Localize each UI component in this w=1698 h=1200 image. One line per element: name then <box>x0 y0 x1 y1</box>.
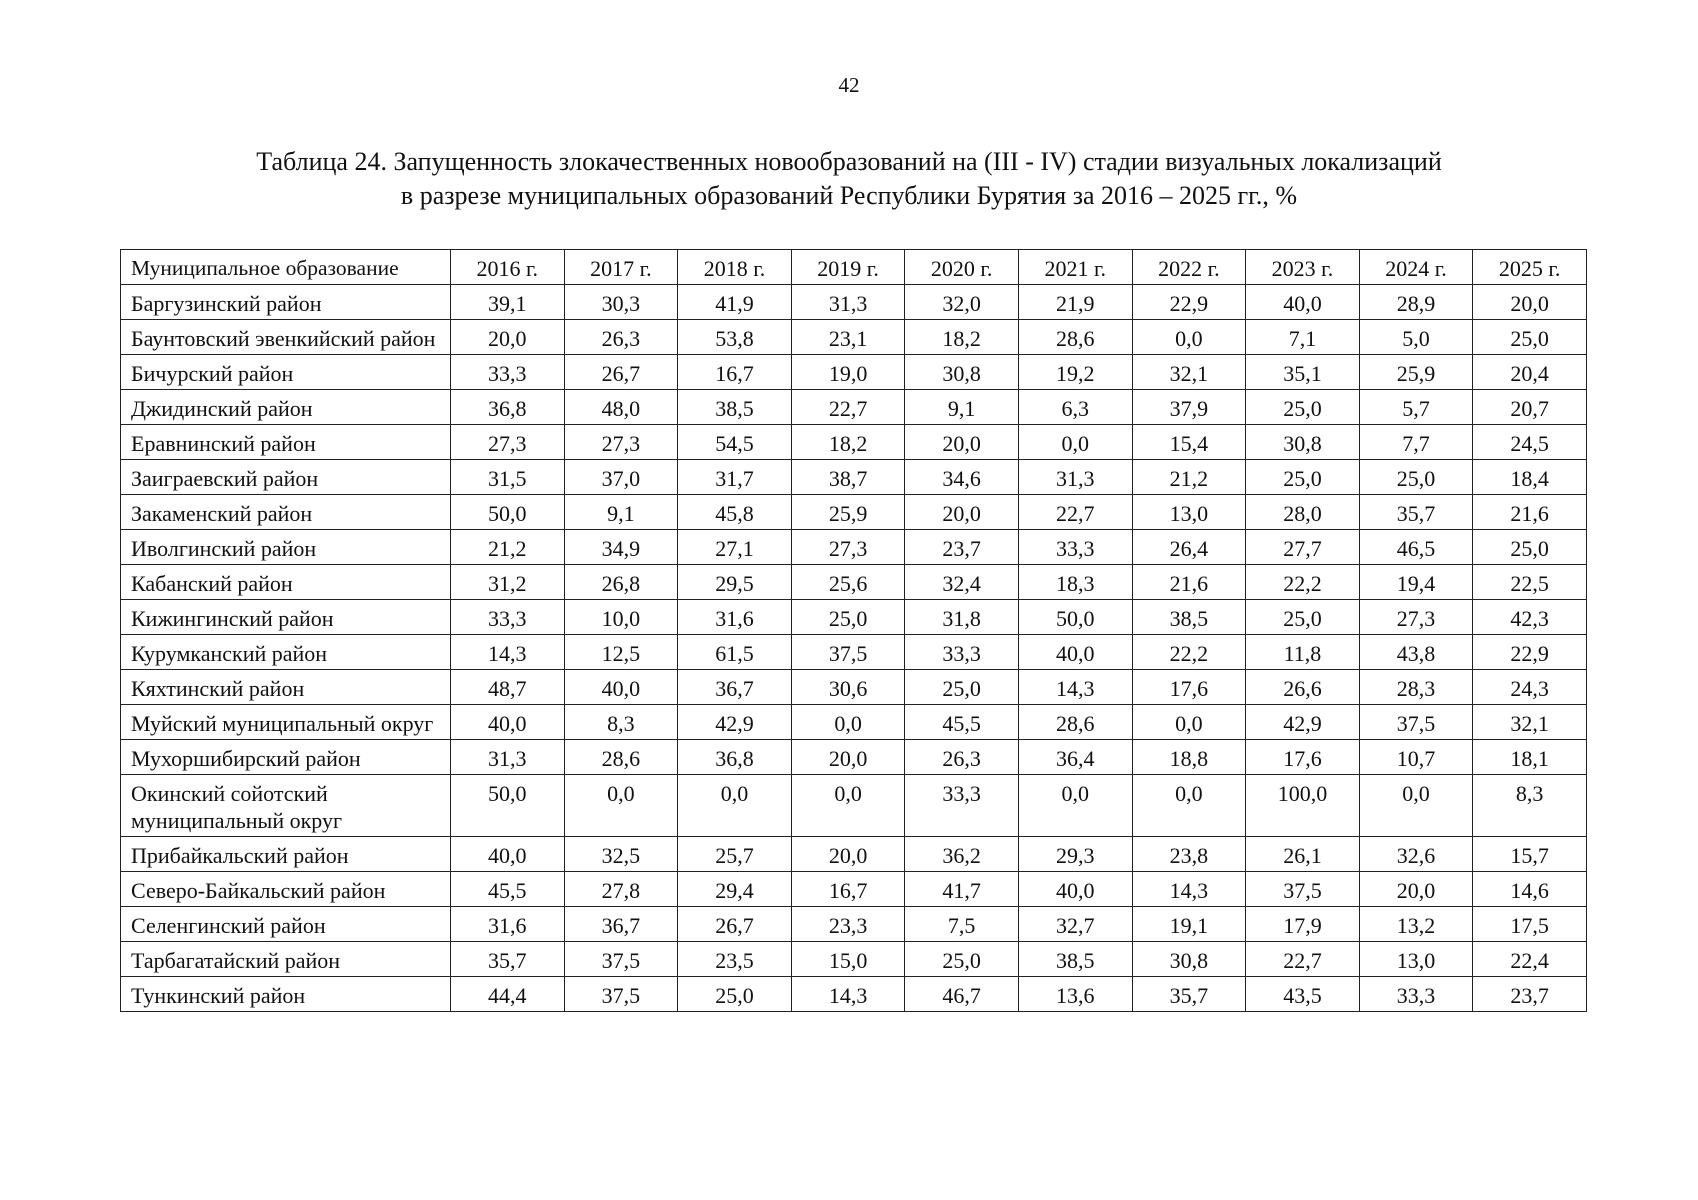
value-cell: 36,2 <box>905 837 1019 872</box>
value-cell: 31,8 <box>905 600 1019 635</box>
value-cell: 31,2 <box>451 565 565 600</box>
municipality-name-cell: Окинский сойотский муниципальный округ <box>121 775 451 837</box>
value-cell: 36,7 <box>678 670 792 705</box>
value-cell: 18,8 <box>1132 740 1246 775</box>
value-cell: 25,0 <box>1246 390 1360 425</box>
value-cell: 18,3 <box>1018 565 1132 600</box>
column-header-2017: 2017 г. <box>564 250 678 285</box>
value-cell: 18,2 <box>791 425 905 460</box>
value-cell: 43,5 <box>1246 977 1360 1012</box>
table-row <box>121 837 1587 872</box>
column-header-2022: 2022 г. <box>1132 250 1246 285</box>
column-header-2016: 2016 г. <box>451 250 565 285</box>
value-cell: 23,5 <box>678 942 792 977</box>
value-cell: 16,7 <box>791 872 905 907</box>
value-cell: 35,7 <box>1132 977 1246 1012</box>
value-cell: 18,4 <box>1473 460 1587 495</box>
value-cell: 36,7 <box>564 907 678 942</box>
value-cell: 37,5 <box>791 635 905 670</box>
value-cell: 22,7 <box>1018 495 1132 530</box>
table-row <box>121 740 1587 775</box>
value-cell: 45,5 <box>451 872 565 907</box>
table-row <box>121 320 1587 355</box>
value-cell: 15,7 <box>1473 837 1587 872</box>
value-cell: 31,7 <box>678 460 792 495</box>
value-cell: 26,1 <box>1246 837 1360 872</box>
value-cell: 25,0 <box>905 942 1019 977</box>
table-row <box>121 495 1587 530</box>
value-cell: 5,7 <box>1359 390 1473 425</box>
value-cell: 30,3 <box>564 285 678 320</box>
value-cell: 46,7 <box>905 977 1019 1012</box>
value-cell: 25,0 <box>1359 460 1473 495</box>
value-cell: 17,6 <box>1132 670 1246 705</box>
column-header-2020: 2020 г. <box>905 250 1019 285</box>
value-cell: 33,3 <box>905 775 1019 837</box>
value-cell: 44,4 <box>451 977 565 1012</box>
value-cell: 19,2 <box>1018 355 1132 390</box>
value-cell: 20,0 <box>1359 872 1473 907</box>
value-cell: 14,6 <box>1473 872 1587 907</box>
value-cell: 32,0 <box>905 285 1019 320</box>
value-cell: 0,0 <box>1132 320 1246 355</box>
value-cell: 27,3 <box>451 425 565 460</box>
value-cell: 12,5 <box>564 635 678 670</box>
municipality-name-cell: Иволгинский район <box>121 530 451 565</box>
municipality-name-cell: Закаменский район <box>121 495 451 530</box>
value-cell: 23,7 <box>905 530 1019 565</box>
value-cell: 32,7 <box>1018 907 1132 942</box>
value-cell: 33,3 <box>905 635 1019 670</box>
value-cell: 37,5 <box>1246 872 1360 907</box>
value-cell: 26,7 <box>564 355 678 390</box>
table-row <box>121 907 1587 942</box>
value-cell: 31,6 <box>451 907 565 942</box>
value-cell: 50,0 <box>1018 600 1132 635</box>
value-cell: 7,1 <box>1246 320 1360 355</box>
column-header-2023: 2023 г. <box>1246 250 1360 285</box>
value-cell: 34,9 <box>564 530 678 565</box>
table-row <box>121 565 1587 600</box>
table-row <box>121 670 1587 705</box>
value-cell: 29,4 <box>678 872 792 907</box>
value-cell: 10,7 <box>1359 740 1473 775</box>
value-cell: 37,5 <box>564 942 678 977</box>
value-cell: 36,8 <box>678 740 792 775</box>
value-cell: 27,8 <box>564 872 678 907</box>
value-cell: 22,9 <box>1132 285 1246 320</box>
value-cell: 20,0 <box>905 495 1019 530</box>
value-cell: 22,7 <box>791 390 905 425</box>
value-cell: 18,1 <box>1473 740 1587 775</box>
value-cell: 41,9 <box>678 285 792 320</box>
value-cell: 25,0 <box>791 600 905 635</box>
value-cell: 27,7 <box>1246 530 1360 565</box>
value-cell: 40,0 <box>564 670 678 705</box>
value-cell: 14,3 <box>1018 670 1132 705</box>
value-cell: 15,4 <box>1132 425 1246 460</box>
value-cell: 19,4 <box>1359 565 1473 600</box>
value-cell: 20,0 <box>791 837 905 872</box>
value-cell: 9,1 <box>905 390 1019 425</box>
municipality-name-cell: Мухоршибирский район <box>121 740 451 775</box>
municipality-name-cell: Заиграевский район <box>121 460 451 495</box>
value-cell: 22,4 <box>1473 942 1587 977</box>
value-cell: 30,8 <box>905 355 1019 390</box>
value-cell: 8,3 <box>1473 775 1587 837</box>
value-cell: 6,3 <box>1018 390 1132 425</box>
value-cell: 31,3 <box>1018 460 1132 495</box>
table-row <box>121 285 1587 320</box>
value-cell: 18,2 <box>905 320 1019 355</box>
municipality-name-cell: Прибайкальский район <box>121 837 451 872</box>
value-cell: 0,0 <box>1018 425 1132 460</box>
value-cell: 38,5 <box>678 390 792 425</box>
value-cell: 32,1 <box>1473 705 1587 740</box>
value-cell: 21,2 <box>1132 460 1246 495</box>
value-cell: 28,6 <box>564 740 678 775</box>
value-cell: 25,0 <box>1473 530 1587 565</box>
value-cell: 38,7 <box>791 460 905 495</box>
value-cell: 28,0 <box>1246 495 1360 530</box>
column-header-2024: 2024 г. <box>1359 250 1473 285</box>
value-cell: 33,3 <box>451 355 565 390</box>
municipality-name-cell: Баргузинский район <box>121 285 451 320</box>
municipality-name-cell: Селенгинский район <box>121 907 451 942</box>
column-header-2021: 2021 г. <box>1018 250 1132 285</box>
value-cell: 37,9 <box>1132 390 1246 425</box>
value-cell: 20,0 <box>791 740 905 775</box>
value-cell: 0,0 <box>791 705 905 740</box>
value-cell: 13,6 <box>1018 977 1132 1012</box>
value-cell: 27,1 <box>678 530 792 565</box>
table-body <box>121 285 1587 1012</box>
table-row <box>121 530 1587 565</box>
municipality-name-cell: Кабанский район <box>121 565 451 600</box>
value-cell: 35,7 <box>1359 495 1473 530</box>
municipality-name-cell: Муйский муниципальный округ <box>121 705 451 740</box>
value-cell: 32,1 <box>1132 355 1246 390</box>
value-cell: 42,3 <box>1473 600 1587 635</box>
value-cell: 25,7 <box>678 837 792 872</box>
table-row <box>121 872 1587 907</box>
value-cell: 36,8 <box>451 390 565 425</box>
value-cell: 23,1 <box>791 320 905 355</box>
value-cell: 50,0 <box>451 495 565 530</box>
value-cell: 53,8 <box>678 320 792 355</box>
value-cell: 22,2 <box>1132 635 1246 670</box>
value-cell: 39,1 <box>451 285 565 320</box>
value-cell: 0,0 <box>564 775 678 837</box>
value-cell: 23,3 <box>791 907 905 942</box>
value-cell: 25,9 <box>791 495 905 530</box>
value-cell: 30,8 <box>1132 942 1246 977</box>
table-row <box>121 705 1587 740</box>
value-cell: 29,3 <box>1018 837 1132 872</box>
value-cell: 10,0 <box>564 600 678 635</box>
column-header-2025: 2025 г. <box>1473 250 1587 285</box>
municipality-name-cell: Курумканский район <box>121 635 451 670</box>
value-cell: 35,1 <box>1246 355 1360 390</box>
table-row <box>121 775 1587 837</box>
data-table <box>120 249 1587 1012</box>
value-cell: 38,5 <box>1132 600 1246 635</box>
column-header-2018: 2018 г. <box>678 250 792 285</box>
municipality-name-cell: Бичурский район <box>121 355 451 390</box>
value-cell: 24,3 <box>1473 670 1587 705</box>
value-cell: 21,6 <box>1473 495 1587 530</box>
value-cell: 16,7 <box>678 355 792 390</box>
value-cell: 27,3 <box>1359 600 1473 635</box>
value-cell: 28,6 <box>1018 705 1132 740</box>
value-cell: 21,9 <box>1018 285 1132 320</box>
value-cell: 42,9 <box>1246 705 1360 740</box>
value-cell: 0,0 <box>791 775 905 837</box>
table-title <box>0 145 1698 213</box>
value-cell: 31,5 <box>451 460 565 495</box>
value-cell: 28,3 <box>1359 670 1473 705</box>
table-row <box>121 460 1587 495</box>
value-cell: 35,7 <box>451 942 565 977</box>
value-cell: 0,0 <box>1359 775 1473 837</box>
table-row <box>121 425 1587 460</box>
value-cell: 13,0 <box>1132 495 1246 530</box>
value-cell: 7,5 <box>905 907 1019 942</box>
value-cell: 25,0 <box>678 977 792 1012</box>
value-cell: 0,0 <box>678 775 792 837</box>
value-cell: 20,7 <box>1473 390 1587 425</box>
value-cell: 9,1 <box>564 495 678 530</box>
table-row <box>121 600 1587 635</box>
value-cell: 26,8 <box>564 565 678 600</box>
value-cell: 22,5 <box>1473 565 1587 600</box>
value-cell: 11,8 <box>1246 635 1360 670</box>
value-cell: 31,6 <box>678 600 792 635</box>
value-cell: 37,5 <box>564 977 678 1012</box>
value-cell: 45,8 <box>678 495 792 530</box>
value-cell: 17,6 <box>1246 740 1360 775</box>
value-cell: 27,3 <box>564 425 678 460</box>
value-cell: 40,0 <box>1246 285 1360 320</box>
value-cell: 0,0 <box>1132 705 1246 740</box>
value-cell: 50,0 <box>451 775 565 837</box>
municipality-name-cell: Джидинский район <box>121 390 451 425</box>
value-cell: 25,0 <box>1473 320 1587 355</box>
value-cell: 14,3 <box>791 977 905 1012</box>
value-cell: 19,1 <box>1132 907 1246 942</box>
table-row <box>121 977 1587 1012</box>
value-cell: 20,0 <box>451 320 565 355</box>
value-cell: 22,9 <box>1473 635 1587 670</box>
value-cell: 13,2 <box>1359 907 1473 942</box>
value-cell: 28,6 <box>1018 320 1132 355</box>
value-cell: 33,3 <box>1359 977 1473 1012</box>
value-cell: 40,0 <box>451 837 565 872</box>
value-cell: 25,9 <box>1359 355 1473 390</box>
value-cell: 40,0 <box>1018 872 1132 907</box>
municipality-name-cell: Еравнинский район <box>121 425 451 460</box>
value-cell: 0,0 <box>1132 775 1246 837</box>
column-header-municipality: Муниципальное образование <box>121 250 451 285</box>
value-cell: 25,6 <box>791 565 905 600</box>
value-cell: 14,3 <box>1132 872 1246 907</box>
value-cell: 27,3 <box>791 530 905 565</box>
value-cell: 33,3 <box>1018 530 1132 565</box>
value-cell: 61,5 <box>678 635 792 670</box>
municipality-name-cell: Кижингинский район <box>121 600 451 635</box>
value-cell: 22,2 <box>1246 565 1360 600</box>
value-cell: 48,0 <box>564 390 678 425</box>
value-cell: 46,5 <box>1359 530 1473 565</box>
value-cell: 30,6 <box>791 670 905 705</box>
table-row <box>121 635 1587 670</box>
table-title-line-1: Таблица 24. Запущенность злокачественных новообразований на (III - IV) стадии визуальных локализаций <box>256 147 1442 176</box>
value-cell: 42,9 <box>678 705 792 740</box>
value-cell: 33,3 <box>451 600 565 635</box>
value-cell: 20,0 <box>1473 285 1587 320</box>
value-cell: 5,0 <box>1359 320 1473 355</box>
value-cell: 20,4 <box>1473 355 1587 390</box>
municipality-name-cell: Северо-Байкальский район <box>121 872 451 907</box>
value-cell: 26,3 <box>905 740 1019 775</box>
value-cell: 23,8 <box>1132 837 1246 872</box>
value-cell: 26,3 <box>564 320 678 355</box>
value-cell: 13,0 <box>1359 942 1473 977</box>
value-cell: 14,3 <box>451 635 565 670</box>
table-row <box>121 390 1587 425</box>
table-row <box>121 942 1587 977</box>
value-cell: 17,9 <box>1246 907 1360 942</box>
value-cell: 36,4 <box>1018 740 1132 775</box>
value-cell: 25,0 <box>1246 600 1360 635</box>
value-cell: 17,5 <box>1473 907 1587 942</box>
value-cell: 40,0 <box>1018 635 1132 670</box>
value-cell: 26,6 <box>1246 670 1360 705</box>
value-cell: 32,6 <box>1359 837 1473 872</box>
value-cell: 29,5 <box>678 565 792 600</box>
value-cell: 26,7 <box>678 907 792 942</box>
value-cell: 41,7 <box>905 872 1019 907</box>
column-header-2019: 2019 г. <box>791 250 905 285</box>
value-cell: 23,7 <box>1473 977 1587 1012</box>
municipality-name-cell: Кяхтинский район <box>121 670 451 705</box>
municipality-name-cell: Баунтовский эвенкийский район <box>121 320 451 355</box>
value-cell: 31,3 <box>451 740 565 775</box>
value-cell: 37,5 <box>1359 705 1473 740</box>
value-cell: 22,7 <box>1246 942 1360 977</box>
value-cell: 19,0 <box>791 355 905 390</box>
table-header-row <box>121 250 1587 285</box>
value-cell: 30,8 <box>1246 425 1360 460</box>
page-number: 42 <box>838 73 860 97</box>
value-cell: 54,5 <box>678 425 792 460</box>
value-cell: 24,5 <box>1473 425 1587 460</box>
value-cell: 25,0 <box>1246 460 1360 495</box>
value-cell: 8,3 <box>564 705 678 740</box>
value-cell: 100,0 <box>1246 775 1360 837</box>
value-cell: 40,0 <box>451 705 565 740</box>
value-cell: 15,0 <box>791 942 905 977</box>
value-cell: 48,7 <box>451 670 565 705</box>
table-row <box>121 355 1587 390</box>
table-title-line-2: в разрезе муниципальных образований Республики Бурятия за 2016 – 2025 гг., % <box>400 181 1298 210</box>
value-cell: 31,3 <box>791 285 905 320</box>
municipality-name-cell: Тарбагатайский район <box>121 942 451 977</box>
value-cell: 45,5 <box>905 705 1019 740</box>
value-cell: 43,8 <box>1359 635 1473 670</box>
value-cell: 0,0 <box>1018 775 1132 837</box>
value-cell: 32,5 <box>564 837 678 872</box>
municipality-name-cell: Тункинский район <box>121 977 451 1012</box>
value-cell: 32,4 <box>905 565 1019 600</box>
value-cell: 21,6 <box>1132 565 1246 600</box>
value-cell: 37,0 <box>564 460 678 495</box>
value-cell: 21,2 <box>451 530 565 565</box>
value-cell: 38,5 <box>1018 942 1132 977</box>
value-cell: 25,0 <box>905 670 1019 705</box>
value-cell: 28,9 <box>1359 285 1473 320</box>
value-cell: 7,7 <box>1359 425 1473 460</box>
value-cell: 20,0 <box>905 425 1019 460</box>
value-cell: 26,4 <box>1132 530 1246 565</box>
value-cell: 34,6 <box>905 460 1019 495</box>
